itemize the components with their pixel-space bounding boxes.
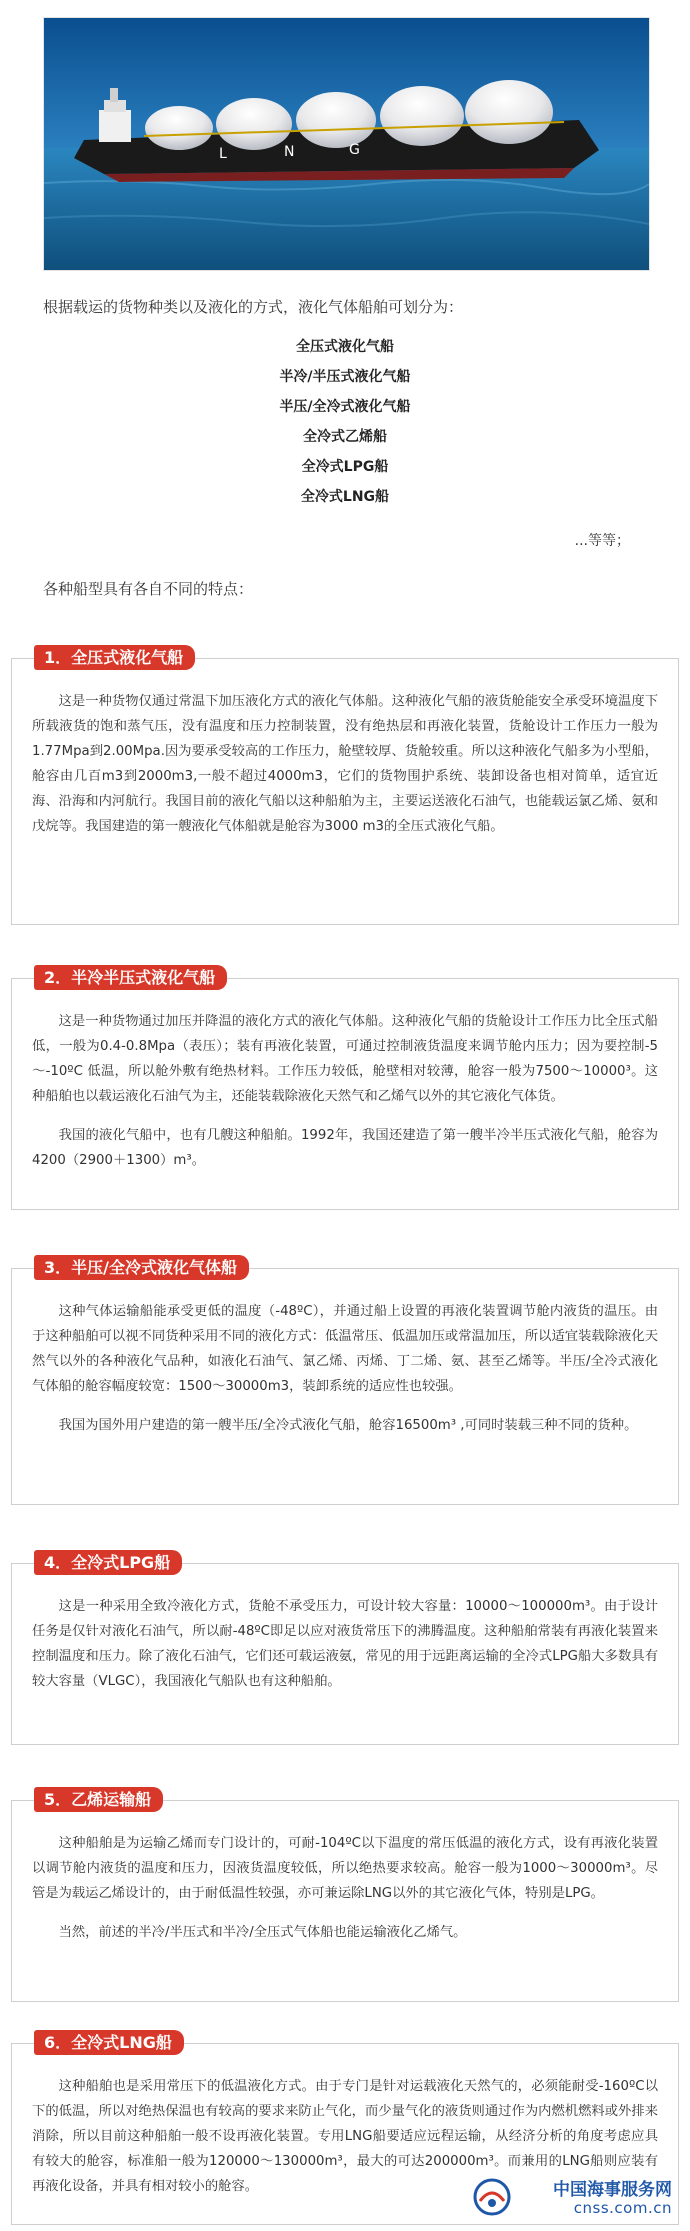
ship-type-item: 半压/全冷式液化气船 xyxy=(279,399,411,415)
hero-image-lng-ship xyxy=(43,17,650,271)
features-intro: 各种船型具有各自不同的特点： xyxy=(43,580,254,598)
section-paragraph: 这种船舶是为运输乙烯而专门设计的，可耐-104ºC以下温度的常压低温的液化方式，设有再液化装置以调节舱内液货的温度和压力，因液货温度较低，所以绝热要求较高。舱容一般为1000～30000m³。尽管是为载运乙烯设计的，由于耐低温性较强，亦可兼运除LNG以外的其它液化气体，特别是LPG。 xyxy=(32,1836,658,1901)
site-watermark xyxy=(472,2173,672,2221)
section-full-pressure xyxy=(11,648,679,925)
section-paragraph: 我国为国外用户建造的第一艘半压/全冷式液化气船，舱容16500m³ ,可同时装载三种不同的货种。 xyxy=(58,1418,638,1433)
intro-text: 根据载运的货物种类以及液化的方式，液化气体船舶可划分为： xyxy=(43,298,464,316)
etc-text: ...等等； xyxy=(574,533,630,549)
section-semi-refrigerated xyxy=(11,968,679,1210)
lng-ship-illustration xyxy=(44,18,649,270)
section-paragraph: 这是一种采用全致冷液化方式，货舱不承受压力，可设计较大容量：10000～100000m³。由于设计任务是仅针对液化石油气，所以耐-48ºC即足以应对液货常压下的沸腾温度。这种船舶常装有再液化装置来控制温度和压力。除了液化石油气，它们还可载运液氨，常见的用于远距离运输的全冷式LPG船大多数具有较大容量（VLGC），我国液化气船队也有这种船舶。 xyxy=(32,1599,658,1689)
section-ethylene-carrier xyxy=(11,1790,679,2002)
ship-type-item: 全压式液化气船 xyxy=(296,339,394,355)
section-paragraph: 这种气体运输船能承受更低的温度（-48ºC），并通过船上设置的再液化装置调节舱内液货的温压。由于这种船舶可以视不同货种采用不同的液化方式：低温常压、低温加压或常温加压，所以适宜装载除液化天然气以外的各种液化气品种，如液化石油气、氯乙烯、丙烯、丁二烯、氨、甚至乙烯等。半压/全冷式液化气体船的舱容幅度较宽：1500～30000m3，装卸系统的适应性也较强。 xyxy=(32,1304,658,1394)
section-paragraph: 这种船舶也是采用常压下的低温液化方式。由于专门是针对运载液化天然气的，必须能耐受-160ºC以下的低温，所以对绝热保温也有较高的要求来防止气化，而少量气化的液货则通过作为内燃机燃料或外排来消除，所以目前这种船舶一般不设再液化装置。专用LNG船要适应远程运输，从经济分析的角度考虑应具有较大的舱容，标准船一般为120000～130000m³，最大的可达200000m³。而兼用的LNG船则应装有再液化设备，并具有相对较小的舱容。 xyxy=(32,2079,658,2194)
watermark-site-url: cnss.com.cn xyxy=(573,2199,672,2217)
section-semi-pressure-full-refrigerated xyxy=(11,1258,679,1505)
section-paragraph: 当然，前述的半冷/半压式和半冷/全压式气体船也能运输液化乙烯气。 xyxy=(58,1925,467,1940)
section-full-refrigerated-lpg xyxy=(11,1553,679,1745)
ship-letter: G xyxy=(349,142,360,158)
ship-type-item: 全冷式LNG船 xyxy=(300,489,390,505)
section-paragraph: 我国的液化气船中，也有几艘这种船舶。1992年，我国还建造了第一艘半冷半压式液化气船，舱容为4200（2900＋1300）m³。 xyxy=(32,1128,658,1168)
ship-letter: L xyxy=(219,146,227,162)
section-title-badge: 2．半冷半压式液化气船 xyxy=(34,965,227,990)
section-title-badge: 1．全压式液化气船 xyxy=(34,645,195,670)
cnss-logo-icon xyxy=(472,2177,512,2217)
section-title-badge: 5．乙烯运输船 xyxy=(34,1787,163,1812)
section-title-badge: 3．半压/全冷式液化气体船 xyxy=(34,1255,249,1280)
section-paragraph: 这是一种货物通过加压并降温的液化方式的液化气体船。这种液化气船的货舱设计工作压力比全压式船低，一般为0.4-0.8Mpa（表压）；装有再液化装置，可通过控制液货温度来调节舱内压力；因为要控制-5～-10ºC 低温，所以舱外敷有绝热材料。工作压力较低，舱壁相对较薄，舱容一般为7500～10000³。这种船舶也以载运液化石油气为主，还能装载除液化天然气和乙烯气以外的其它液化气体货。 xyxy=(32,1014,658,1104)
ship-type-item: 全冷式乙烯船 xyxy=(303,429,387,445)
ship-type-item: 全冷式LPG船 xyxy=(301,459,389,475)
ship-letter: N xyxy=(284,144,295,160)
ship-type-item: 半冷/半压式液化气船 xyxy=(279,369,411,385)
section-title-badge: 4．全冷式LPG船 xyxy=(34,1550,182,1575)
ship-type-list xyxy=(0,332,690,512)
watermark-site-name: 中国海事服务网 xyxy=(553,2180,672,2200)
section-title-badge: 6．全冷式LNG船 xyxy=(34,2030,184,2055)
section-paragraph: 这是一种货物仅通过常温下加压液化方式的液化气体船。这种液化气船的液货舱能安全承受环境温度下所载液货的饱和蒸气压，没有温度和压力控制装置，没有绝热层和再液化装置，货舱设计工作压力一般为1.77Mpa到2.00Mpa.因为要承受较高的工作压力，舱壁较厚、货舱较重。所以这种液化气船多为小型船，舱容由几百m3到2000m3,一般不超过4000m3，它们的货物围护系统、装卸设备也相对简单，适宜近海、沿海和内河航行。我国目前的液化气船以这种船舶为主，主要运送液化石油气，也能载运氯乙烯、氨和戊烷等。我国建造的第一艘液化气体船就是舱容为3000 m3的全压式液化气船。 xyxy=(32,694,658,834)
